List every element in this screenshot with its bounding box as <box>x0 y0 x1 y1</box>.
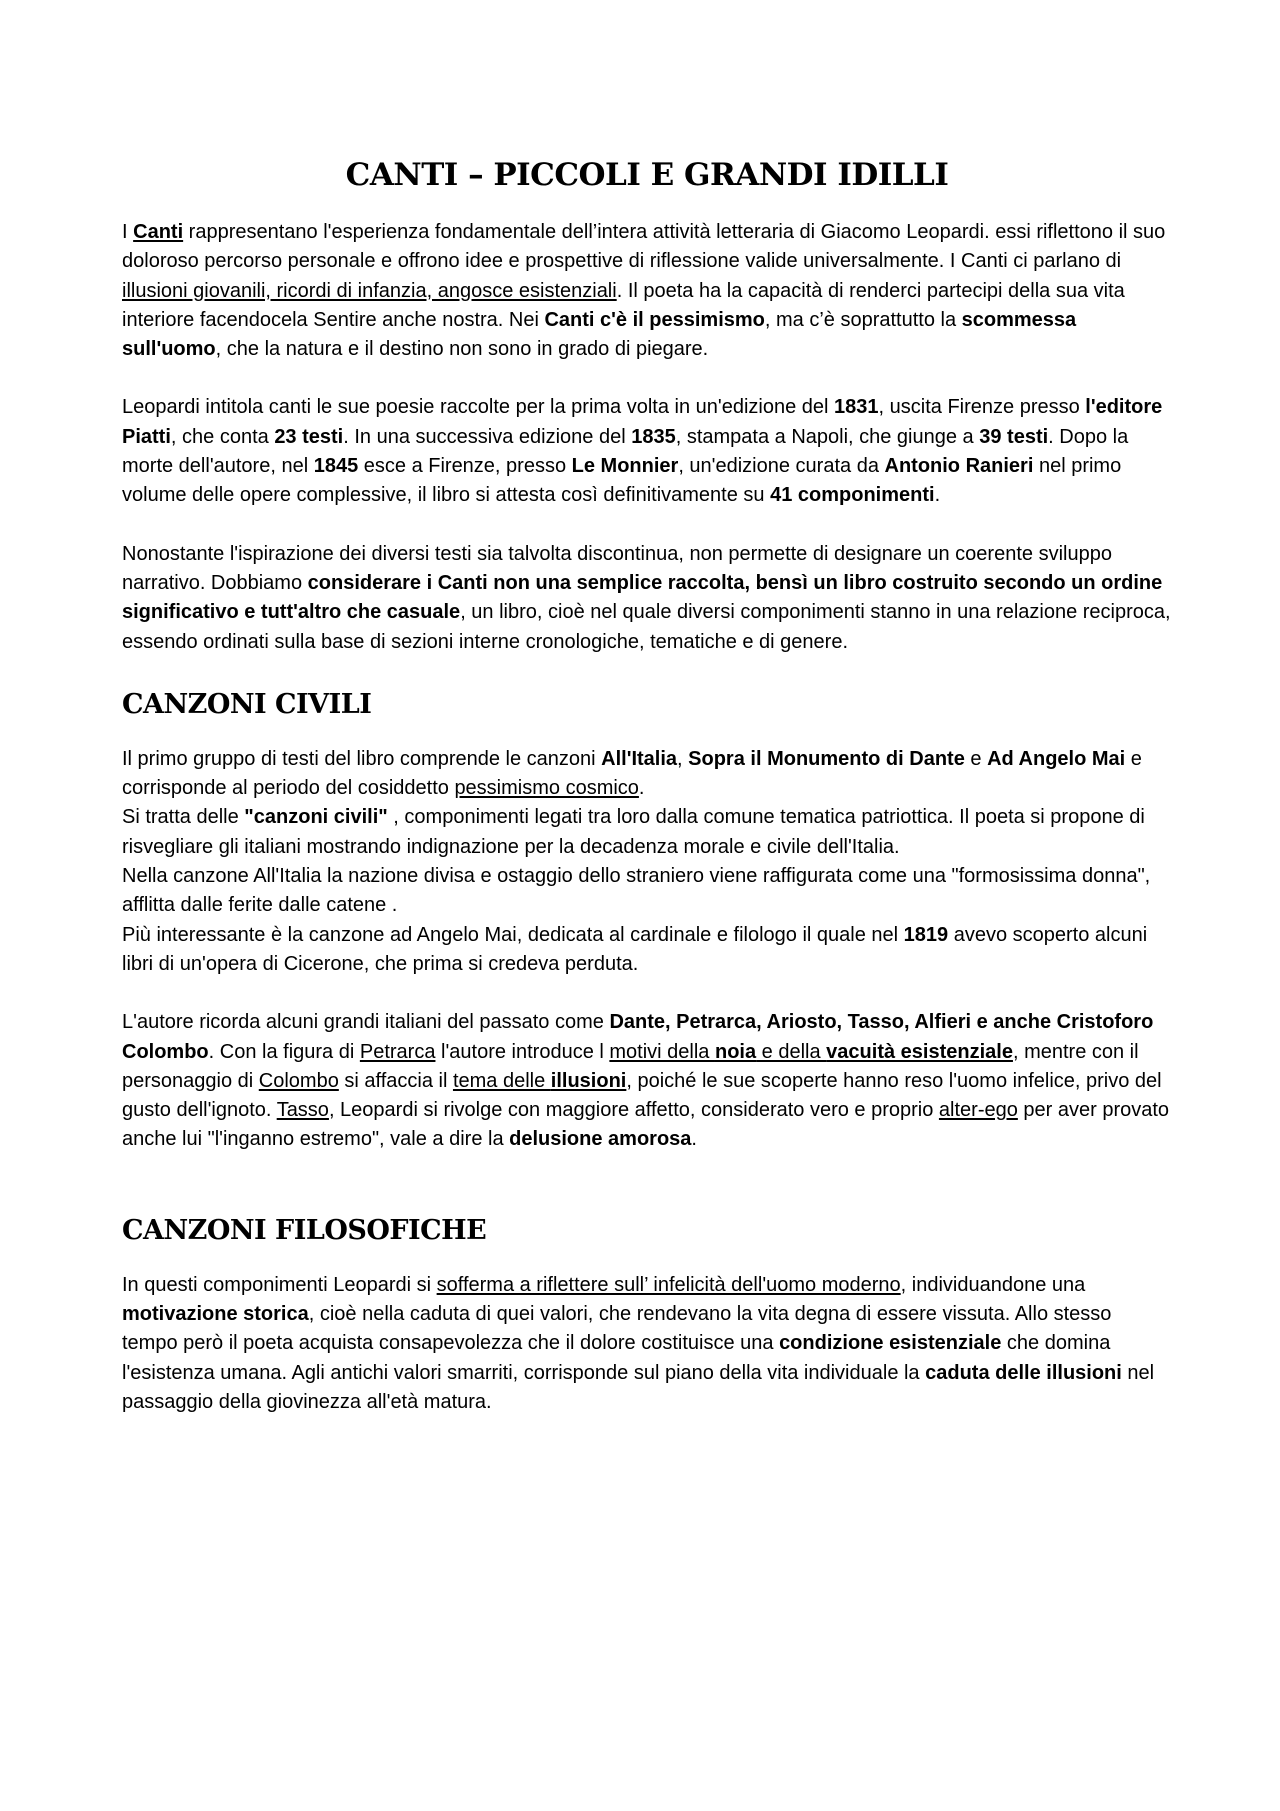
motivi-underlined: motivi della noia e della vacuità esistenziale <box>609 1040 1013 1063</box>
civili-paragraph-3: Nella canzone All'Italia la nazione divisa e ostaggio dello straniero viene raffigurata come una "formosissima donna", afflitta dalle ferite dalle catene . <box>122 865 1151 917</box>
intro-paragraph-1: I Canti rappresentano l'esperienza fondamentale dell’intera attività letteraria di Giacomo Leopardi. essi riflettono il suo doloroso percorso personale e offrono idee e prospettive di riflessione valide universalmente. I Canti ci parlano di illusioni giovanili, ricordi di infanzia, angosce esistenziali. Il poeta ha la capacità di renderci partecipi della sua vita interiore facendocela Sentire anche nostra. Nei Canti c'è il pessimismo, ma c’è soprattutto la scommessa sull'uomo, che la natura e il destino non sono in grado di piegare. <box>122 221 1166 361</box>
page-title: CANTI – PICCOLI E GRANDI IDILLI <box>345 157 949 193</box>
tema-underlined: tema delle illusioni <box>452 1069 627 1092</box>
civili-paragraph-1: Il primo gruppo di testi del libro comprende le canzoni All'Italia, Sopra il Monumento di Dante e Ad Angelo Mai e corrisponde al periodo del cosiddetto pessimismo cosmico. <box>122 747 1142 800</box>
intro-paragraph-3: Nonostante l'ispirazione dei diversi testi sia talvolta discontinua, non permette di designare un coerente sviluppo narrativo. Dobbiamo considerare i Canti non una semplice raccolta, bensì un libro costruito secondo un ordine significativo e tutt'altro che casuale, un libro, cioè nel quale diversi componimenti stanno in una relazione reciproca, essendo ordinati sulla base di sezioni interne cronologiche, tematiche e di genere. <box>122 542 1171 653</box>
civili-paragraph-5: L'autore ricorda alcuni grandi italiani del passato come Dante, Petrarca, Ariosto, Tasso, Alfieri e anche Cristoforo Colombo. Con la figura di Petrarca l'autore introduce l motivi della noia e della vacuità esistenziale, mentre con il personaggio di Colombo si affaccia il tema delle illusioni, poiché le sue scoperte hanno reso l'uomo infelice, privo del gusto dell'ignoto. Tasso, Leopardi si rivolge con maggiore affetto, considerato vero e proprio alter-ego per aver provato anche lui "l'inganno estremo", vale a dire la delusione amorosa. <box>122 1011 1170 1151</box>
canti-term: Canti <box>133 221 184 243</box>
civili-paragraph-4: Più interessante è la canzone ad Angelo Mai, dedicata al cardinale e filologo il quale nel 1819 avevo scoperto alcuni libri di un'opera di Cicerone, che prima si credeva perduta. <box>122 923 1148 975</box>
civili-paragraph-2: Si tratta delle "canzoni civili" , componimenti legati tra loro dalla comune tematica patriottica. Il poeta si propone di risvegliare gli italiani mostrando indignazione per la decadenza morale e civile dell'Italia. <box>122 806 1145 858</box>
section-heading-civili: CANZONI CIVILI <box>122 688 372 720</box>
themes-underlined: illusioni giovanili, ricordi di infanzia, angosce esistenziali <box>122 279 617 302</box>
intro-paragraph-2: Leopardi intitola canti le sue poesie raccolte per la prima volta in un'edizione del 1831, uscita Firenze presso l'editore Piatti, che conta 23 testi. In una successiva edizione del 1835, stampata a Napoli, che giunge a 39 testi. Dopo la morte dell'autore, nel 1845 esce a Firenze, presso Le Monnier, un'edizione curata da Antonio Ranieri nel primo volume delle opere complessive, il libro si attesta così definitivamente su 41 componimenti. <box>122 396 1163 507</box>
document-page <box>122 150 1172 1417</box>
section-heading-filosofiche: CANZONI FILOSOFICHE <box>122 1214 487 1246</box>
filosofiche-paragraph-1: In questi componimenti Leopardi si sofferma a riflettere sull’ infelicità dell'uomo moderno, individuandone una motivazione storica, cioè nella caduta di quei valori, che rendevano la vita degna di essere vissuta. Allo stesso tempo però il poeta acquista consapevolezza che il dolore costituisce una condizione esistenziale che domina l'esistenza umana. Agli antichi valori smarriti, corrisponde sul piano della vita individuale la caduta delle illusioni nel passaggio della giovinezza all'età matura. <box>122 1273 1155 1413</box>
